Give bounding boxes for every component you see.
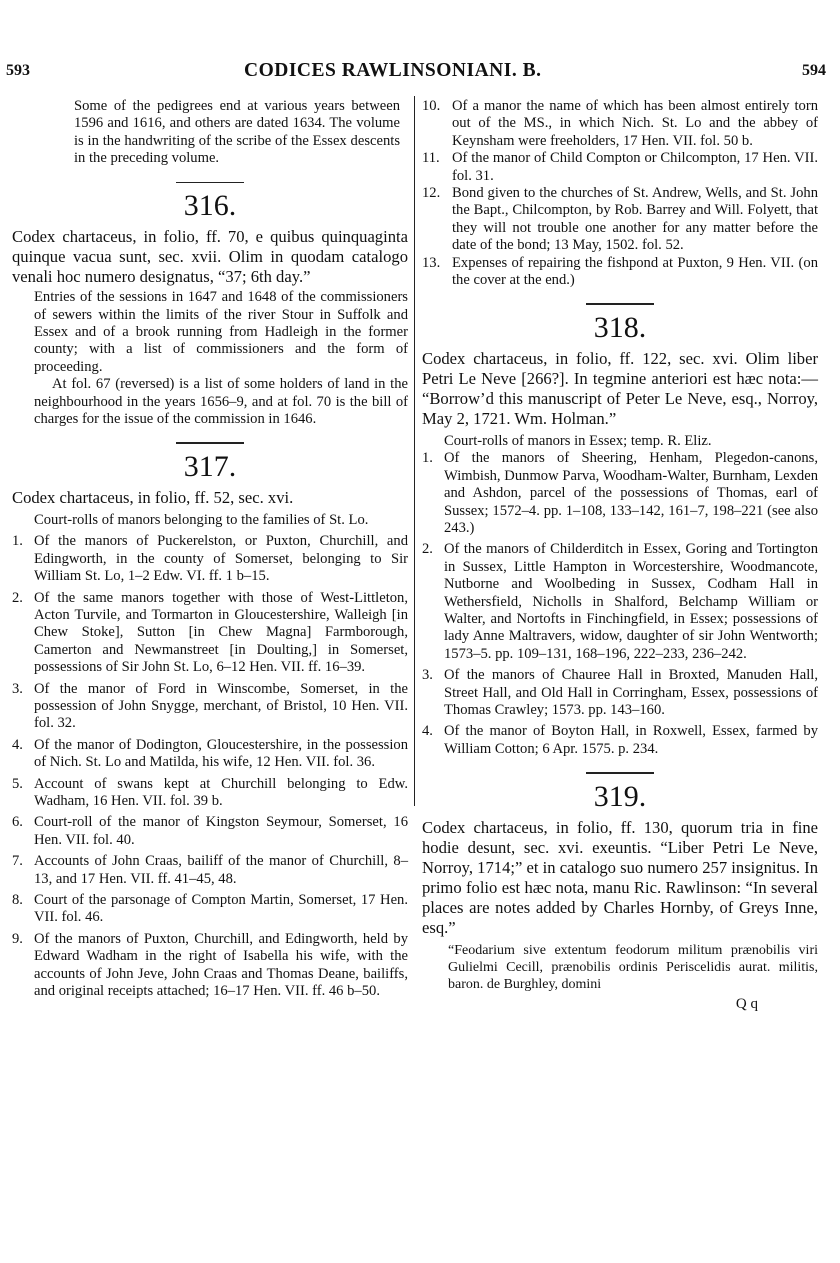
running-title: CODICES RAWLINSONIANI. B.	[244, 60, 542, 81]
item-text: Of the manors of Childerditch in Essex, Goring and Tortington in Sussex, Little Hampton in Worcestershire, Woodmancote, Nutborne and Woolbeding in Sussex, Codham Hall in Wethersfield, Nicholls in Shalford, Belchamp William or Walter, and Nortofts in Finchingfield, in Essex; possessions of lady Anne Maltravers, widow, daughter of sir John Wentworth; 1573–5. pp. 109–131, 168–196, 222–233, 236–242.	[444, 541, 818, 662]
list-item	[12, 590, 408, 677]
item-number: 1.	[12, 533, 23, 550]
item-number: 4.	[12, 736, 23, 753]
item-number: 7.	[12, 853, 23, 870]
item-number: 12.	[422, 185, 441, 202]
item-number: 6.	[12, 814, 23, 831]
item-number: 2.	[422, 541, 433, 558]
item-number: 1.	[422, 450, 433, 467]
item-text: Of the same manors together with those of West-Littleton, Acton Turvile, and Tormarton in Gloucestershire, Walleigh [in Chew Stoke], Sutton [in Chew Magna] Farmborough, Camerton and Newmanstreet [in Doulting,] in Somerset, possessions of Sir John St. Lo, 6–12 Hen. VII. ff. 16–39.	[34, 589, 408, 676]
item-number: 13.	[422, 254, 441, 271]
page-number-left: 593	[6, 62, 30, 79]
list-item	[422, 723, 818, 758]
intro-paragraph: Some of the pedigrees end at various years between 1596 and 1616, and others are dated 1634. The volume is in the handwriting of the scribe of the Essex descents in the preceding volume.	[74, 98, 400, 167]
list-item	[12, 814, 408, 849]
list-item	[422, 255, 818, 290]
codex-317: Codex chartaceus, in folio, ff. 52, sec. xvi.	[12, 487, 294, 507]
item-text: Bond given to the churches of St. Andrew, Wells, and St. John the Bapt., Chilcompton, by Rob. Barrey and Will. Folyett, that they will not trouble one another for any matter before the date of the bond; 13 May, 1502. fol. 52.	[452, 185, 818, 254]
item-number: 3.	[12, 680, 23, 697]
list-item	[12, 681, 408, 733]
quote-319: “Feodarium sive extentum feodorum militum prænobilis viri Gulielmi Cecill, prænobilis ordinis Periscelidis aurat. militis, baron. de Burghley, domini	[448, 942, 818, 992]
item-text: Of the manors of Puxton, Churchill, and Edingworth, held by Edward Wadham in the right of Isabella his wife, with the accounts of John Jeve, John Craas and Thomas Deane, bailiffs, and original receipts attached; 16–17 Hen. VII. ff. 46 b–50.	[34, 930, 408, 1000]
body-316-b: At fol. 67 (reversed) is a list of some holders of land in the neighbourhood in the years 1656–9, and at fol. 70 is the bill of charges for the issue of the commission in 1646.	[34, 376, 408, 427]
item-list-318	[422, 450, 818, 758]
section-rule	[586, 772, 654, 774]
list-item	[422, 667, 818, 719]
list-item	[12, 892, 408, 927]
item-number: 11.	[422, 150, 440, 167]
item-text: Of the manors of Puckerelston, or Puxton, Churchill, and Edingworth, in the county of Somerset, belonging to Sir William St. Lo, 1–2 Edw. VI. ff. 1 b–15.	[34, 533, 408, 585]
list-item	[422, 98, 818, 150]
item-text: Account of swans kept at Churchill belonging to Edw. Wadham, 16 Hen. VII. fol. 39 b.	[34, 775, 408, 809]
right-column	[422, 98, 818, 1013]
list-item	[422, 185, 818, 255]
list-item	[422, 541, 818, 663]
body-318: Court-rolls of manors in Essex; temp. R. Eliz.	[444, 432, 712, 449]
item-text: Of the manors of Sheering, Henham, Plegedon-canons, Wimbish, Dunmow Parva, Woodham-Walter, Burnham, Lexden and Ashdon, parcel of the possessions of Thomas, earl of Sussex; 1572–4. pp. 1–108, 133–142, 161–7, 198–221 (see also 243.)	[444, 450, 818, 536]
list-item	[12, 931, 408, 1001]
codex-316: Codex chartaceus, in folio, ff. 70, e quibus quinquaginta quinque vacua sunt, sec. xvii. Olim in quodam catalogo venali hoc numero designatus, “37; 6th day.”	[12, 227, 408, 287]
list-item	[12, 737, 408, 772]
item-number: 10.	[422, 98, 441, 114]
item-list-317-continued	[422, 98, 818, 289]
item-text: Of the manor of Ford in Winscombe, Somerset, in the possession of John Snygge, merchant, of Bristol, 10 Hen. VII. fol. 32.	[34, 680, 408, 732]
page-number-right: 594	[802, 62, 826, 79]
item-number: 5.	[12, 775, 23, 792]
item-number: 3.	[422, 667, 433, 684]
item-text: Of the manor of Boyton Hall, in Roxwell, Essex, farmed by William Cotton; 6 Apr. 1575. p. 234.	[444, 723, 818, 757]
item-text: Of a manor the name of which has been almost entirely torn out of the MS., in which Nich. St. Lo and the abbey of Keynsham were freeholders, 17 Hen. VII. fol. 50 b.	[452, 98, 818, 149]
section-rule	[176, 182, 244, 184]
item-text: Of the manor of Dodington, Gloucestershire, in the possession of Nich. St. Lo and Matilda, his wife, 12 Hen. VII. fol. 36.	[34, 736, 408, 771]
entry-number-319: 319.	[593, 779, 647, 813]
list-item	[422, 150, 818, 185]
item-text: Accounts of John Craas, bailiff of the manor of Churchill, 8–13, and 17 Hen. VII. ff. 41–45, 48.	[34, 853, 408, 887]
item-text: Expenses of repairing the fishpond at Puxton, 9 Hen. VII. (on the cover at the end.)	[452, 254, 818, 289]
item-text: Of the manor of Child Compton or Chilcompton, 17 Hen. VII. fol. 31.	[452, 150, 818, 184]
codex-319: Codex chartaceus, in folio, ff. 130, quorum tria in fine hodie desunt, sec. xvi. exeuntis. “Liber Petri Le Neve, Norroy, 1714;” et in catalogo suo numero 257 insignitus. In primo folio est hæc nota, manu Ric. Rawlinson: “In several places are notes added by Charles Hornby, of Greys Inne, esq.”	[422, 817, 818, 937]
item-text: Of the manors of Chauree Hall in Broxted, Manuden Hall, Street Hall, and Old Hall in Corringham, Essex, possessions of Thomas Crawley; 1573. pp. 143–160.	[444, 667, 818, 719]
left-column	[12, 98, 408, 1000]
item-number: 2.	[12, 589, 23, 606]
list-item	[422, 450, 818, 537]
signature-mark: Q q	[735, 995, 758, 1012]
entry-number-316: 316.	[183, 189, 237, 223]
item-number: 4.	[422, 723, 433, 740]
item-number: 8.	[12, 892, 23, 908]
body-317: Court-rolls of manors belonging to the families of St. Lo.	[34, 511, 369, 528]
section-rule	[176, 442, 244, 444]
entry-number-318: 318.	[593, 310, 647, 344]
item-text: Court of the parsonage of Compton Martin, Somerset, 17 Hen. VII. fol. 46.	[34, 892, 408, 926]
codex-318: Codex chartaceus, in folio, ff. 122, sec. xvi. Olim liber Petri Le Neve [266?]. In tegmine anteriori est hæc nota:— “Borrow’d this manuscript of Peter Le Neve, esq., Norroy, May 2, 1721. Wm. Holman.”	[422, 348, 818, 428]
list-item	[12, 776, 408, 811]
item-list-317	[12, 533, 408, 1000]
body-316-a: Entries of the sessions in 1647 and 1648 of the commissioners of sewers within the limits of the river Stour in Suffolk and Essex and of a brook running from Hadleigh in the former county; with a list of commissioners and the form of proceeding.	[34, 289, 408, 375]
item-number: 9.	[12, 930, 23, 947]
section-rule	[586, 303, 654, 305]
column-divider	[414, 96, 415, 806]
item-text: Court-roll of the manor of Kingston Seymour, Somerset, 16 Hen. VII. fol. 40.	[34, 814, 408, 848]
list-item	[12, 533, 408, 585]
entry-number-317: 317.	[183, 449, 237, 483]
list-item	[12, 853, 408, 888]
